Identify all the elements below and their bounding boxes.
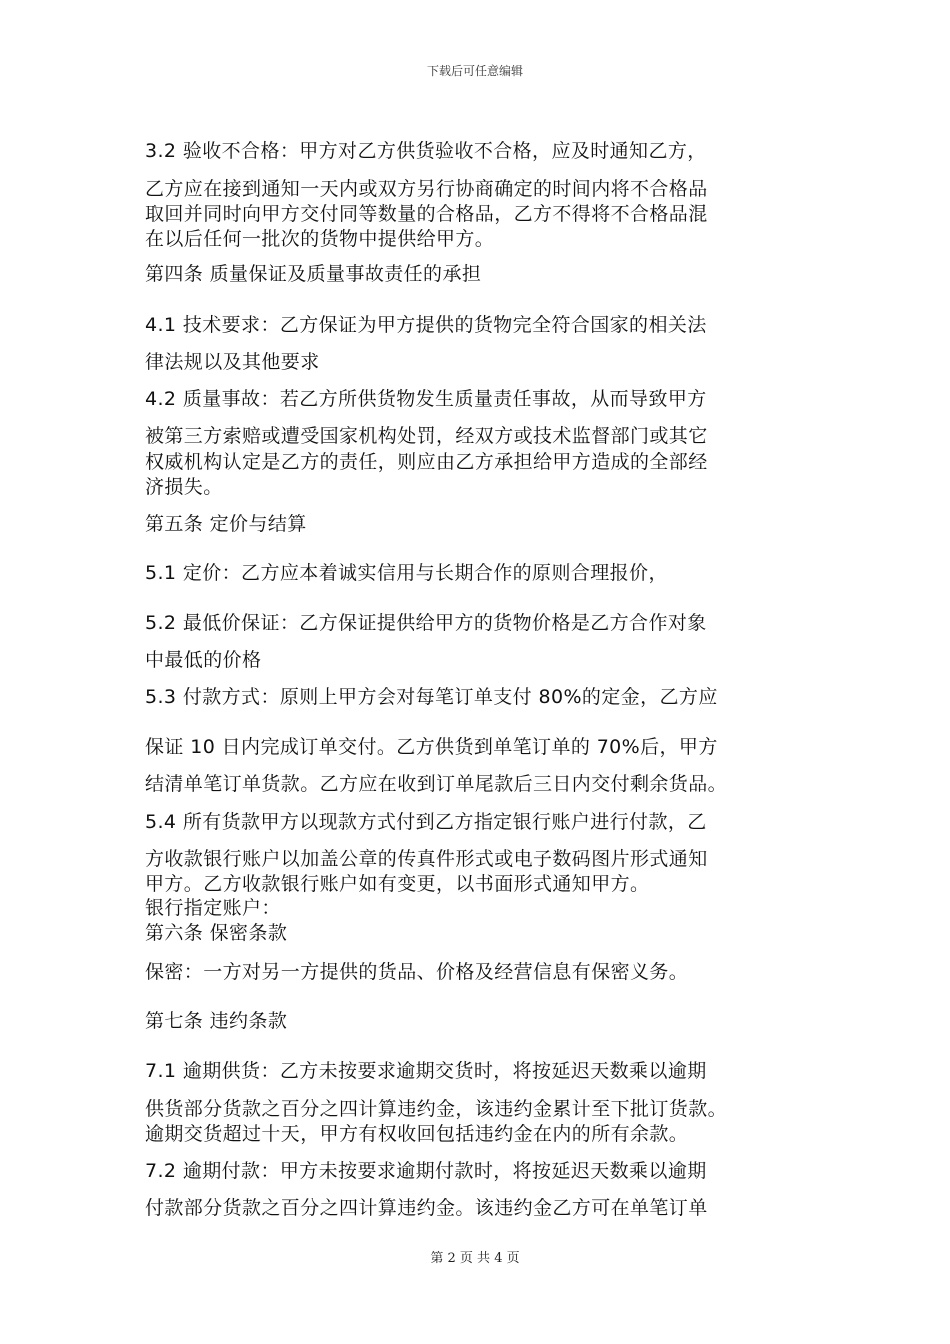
text-line: 5.2 最低价保证：乙方保证提供给甲方的货物价格是乙方合作对象 bbox=[145, 612, 707, 634]
section-heading: 第六条 保密条款 bbox=[145, 922, 288, 944]
text-line: 结清单笔订单货款。乙方应在收到订单尾款后三日内交付剩余货品。 bbox=[145, 773, 728, 795]
text-line: 5.3 付款方式：原则上甲方会对每笔订单支付 80%的定金，乙方应 bbox=[145, 686, 718, 708]
text-line: 权威机构认定是乙方的责任，则应由乙方承担给甲方造成的全部经 bbox=[145, 451, 708, 473]
text-line: 5.4 所有货款甲方以现款方式付到乙方指定银行账户进行付款，乙 bbox=[145, 811, 707, 833]
page-header: 下载后可任意编辑 bbox=[426, 64, 523, 78]
text-line: 7.1 逾期供货：乙方未按要求逾期交货时，将按延迟天数乘以逾期 bbox=[145, 1060, 707, 1082]
text-line: 供货部分货款之百分之四计算违约金，该违约金累计至下批订货款。 bbox=[145, 1098, 728, 1120]
text-line: 保密：一方对另一方提供的货品、价格及经营信息有保密义务。 bbox=[145, 961, 689, 983]
text-line: 在以后任何一批次的货物中提供给甲方。 bbox=[145, 228, 495, 250]
section-heading: 第五条 定价与结算 bbox=[145, 513, 307, 535]
text-line: 甲方。乙方收款银行账户如有变更，以书面形式通知甲方。 bbox=[145, 873, 650, 895]
section-heading: 第七条 违约条款 bbox=[145, 1010, 288, 1032]
text-line: 保证 10 日内完成订单交付。乙方供货到单笔订单的 70%后，甲方 bbox=[145, 736, 718, 758]
text-line: 5.1 定价：乙方应本着诚实信用与长期合作的原则合理报价， bbox=[145, 562, 668, 584]
text-line: 被第三方索赔或遭受国家机构处罚，经双方或技术监督部门或其它 bbox=[145, 425, 708, 447]
text-line: 乙方应在接到通知一天内或双方另行协商确定的时间内将不合格品 bbox=[145, 178, 708, 200]
text-line: 方收款银行账户以加盖公章的传真件形式或电子数码图片形式通知 bbox=[145, 848, 708, 870]
text-line: 济损失。 bbox=[145, 476, 223, 498]
text-line: 中最低的价格 bbox=[145, 649, 262, 671]
text-line: 3.2 验收不合格：甲方对乙方供货验收不合格，应及时通知乙方， bbox=[145, 140, 707, 162]
text-line: 付款部分货款之百分之四计算违约金。该违约金乙方可在单笔订单 bbox=[145, 1197, 708, 1219]
text-line: 取回并同时向甲方交付同等数量的合格品，乙方不得将不合格品混 bbox=[145, 203, 708, 225]
text-line: 银行指定账户： bbox=[145, 897, 281, 919]
text-line: 4.2 质量事故：若乙方所供货物发生质量责任事故，从而导致甲方 bbox=[145, 388, 707, 410]
text-line: 律法规以及其他要求 bbox=[145, 351, 320, 373]
text-line: 4.1 技术要求：乙方保证为甲方提供的货物完全符合国家的相关法 bbox=[145, 314, 707, 336]
text-line: 7.2 逾期付款：甲方未按要求逾期付款时，将按延迟天数乘以逾期 bbox=[145, 1160, 707, 1182]
section-heading: 第四条 质量保证及质量事故责任的承担 bbox=[145, 263, 482, 285]
text-line: 逾期交货超过十天，甲方有权收回包括违约金在内的所有余款。 bbox=[145, 1123, 689, 1145]
page-footer: 第 2 页 共 4 页 bbox=[430, 1251, 520, 1266]
